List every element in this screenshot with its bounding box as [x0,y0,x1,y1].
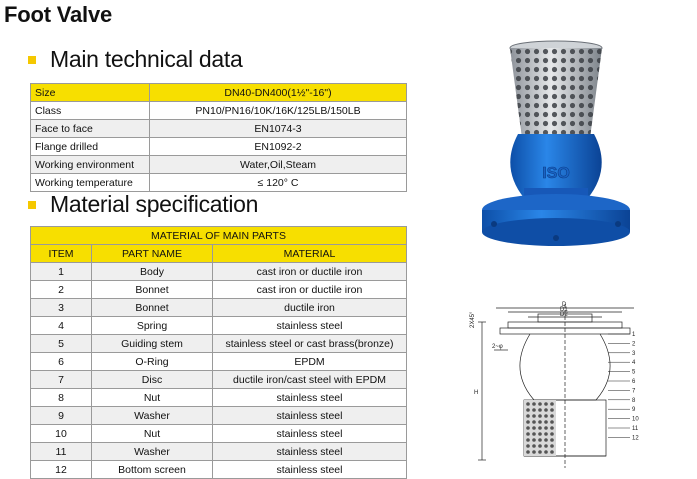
part-name-cell: Body [92,263,213,281]
svg-text:ISO: ISO [542,165,570,182]
part-name-cell: Nut [92,389,213,407]
callout-label: 3 [632,350,636,357]
table-row [31,263,407,281]
table-row [31,156,407,174]
spec-value: EN1092-2 [150,138,407,156]
part-callouts [608,332,639,441]
bullet-icon [28,56,36,64]
table-row [31,102,407,120]
screen-hole [532,414,536,418]
part-name-cell: Washer [92,407,213,425]
screen-hole [526,426,530,430]
callout-label: 5 [632,369,636,376]
technical-data-table [30,83,407,192]
screen-hole [544,450,548,454]
table-row [31,317,407,335]
callout-label: 8 [632,397,636,404]
part-name-cell: Bottom screen [92,461,213,479]
screen-hole [538,438,542,442]
screen-hole [544,438,548,442]
item-cell: 3 [31,299,92,317]
sectional-drawing [468,300,678,470]
callout-label: 4 [632,360,636,367]
valve-body [482,134,630,246]
screen-hole [550,408,554,412]
screen-hole [532,408,536,412]
screen-hole [538,426,542,430]
spec-value: EN1074-3 [150,120,407,138]
item-cell: 4 [31,317,92,335]
screen-hole [526,408,530,412]
material-cell: cast iron or ductile iron [213,263,407,281]
material-cell: stainless steel [213,317,407,335]
dimension-labels [470,302,568,396]
screen-hole [538,414,542,418]
material-cell: EPDM [213,353,407,371]
item-cell: 8 [31,389,92,407]
part-name-cell: Disc [92,371,213,389]
callout-label: 11 [632,426,639,432]
screen-hole [550,402,554,406]
material-cell: stainless steel [213,443,407,461]
table-row [31,138,407,156]
material-cell: ductile iron [213,299,407,317]
table-row [31,371,407,389]
part-name-cell: Bonnet [92,281,213,299]
screen-hole [544,444,548,448]
spec-value: DN40-DN400(1½"-16") [150,84,407,102]
material-cell: stainless steel or cast brass(bronze) [213,335,407,353]
dim-holes: 2~φ [492,344,503,350]
table-row [31,407,407,425]
table-row [31,461,407,479]
material-cell: stainless steel [213,389,407,407]
part-name-cell: Guiding stem [92,335,213,353]
material-cell: stainless steel [213,461,407,479]
material-cell: stainless steel [213,407,407,425]
screen-hole [544,420,548,424]
table-row [31,84,407,102]
part-name-cell: Nut [92,425,213,443]
dim-d2: D2 [560,312,568,318]
section-title: Main technical data [50,46,243,72]
spec-key: Class [31,102,150,120]
part-name-cell: Spring [92,317,213,335]
spec-key: Face to face [31,120,150,138]
item-cell: 11 [31,443,92,461]
spec-key: Working environment [31,156,150,174]
material-cell: stainless steel [213,425,407,443]
item-cell: 7 [31,371,92,389]
screen-hole [544,426,548,430]
callout-label: 12 [632,435,639,442]
screen-hole [550,444,554,448]
table-caption: MATERIAL OF MAIN PARTS [31,227,407,245]
column-header: MATERIAL [213,245,407,263]
callout-label: 10 [632,416,639,423]
callout-label: 1 [632,332,636,338]
table-row [31,281,407,299]
spec-key: Working temperature [31,174,150,192]
part-name-cell: O-Ring [92,353,213,371]
screen-hole [550,426,554,430]
dim-d: D [562,302,567,308]
table-row [31,389,407,407]
spec-value: ≤ 120° C [150,174,407,192]
callout-label: 7 [632,388,636,395]
screen-hole [544,402,548,406]
screen-hole [532,432,536,436]
screen-hole [526,450,530,454]
material-cell: ductile iron/cast steel with EPDM [213,371,407,389]
screen-hole [550,438,554,442]
foot-valve-photo [478,38,636,252]
spec-key: Flange drilled [31,138,150,156]
spec-key: Size [31,84,150,102]
table-row [31,120,407,138]
column-header: ITEM [31,245,92,263]
screen-hole [544,408,548,412]
section-title: Material specification [50,191,259,217]
screen-hole [526,420,530,424]
screen-hole [538,450,542,454]
item-cell: 6 [31,353,92,371]
item-cell: 12 [31,461,92,479]
callout-label: 2 [632,341,636,348]
table-row [31,174,407,192]
material-cell: cast iron or ductile iron [213,281,407,299]
screen-hole [550,450,554,454]
table-row [31,335,407,353]
section-material-spec [28,191,258,218]
callout-label: 6 [632,379,636,385]
section-technical-data [28,46,242,73]
column-header: PART NAME [92,245,213,263]
screen-hole [532,450,536,454]
screen-hole [538,432,542,436]
table-header-row [31,245,407,263]
dim-chamfer: 2X45° [470,311,476,328]
page-title: Foot Valve [4,2,113,27]
table-row [31,353,407,371]
screen-hole [532,426,536,430]
callout-label: 9 [632,407,636,414]
spec-value: Water,Oil,Steam [150,156,407,174]
item-cell: 10 [31,425,92,443]
screen-hole [526,432,530,436]
screen-hole [538,420,542,424]
screen-hole [526,438,530,442]
item-cell: 1 [31,263,92,281]
screen-hole [550,414,554,418]
screen-hole [526,414,530,418]
dim-height: H [474,390,479,396]
strainer-basket [510,41,602,138]
screen-hole [550,432,554,436]
item-cell: 2 [31,281,92,299]
screen-hole [532,444,536,448]
spec-value: PN10/PN16/10K/16K/125LB/150LB [150,102,407,120]
table-caption-row [31,227,407,245]
table-row [31,425,407,443]
screen-hole [550,420,554,424]
screen-hole [544,414,548,418]
screen-hole [538,444,542,448]
screen-hole [544,432,548,436]
screen-hole [532,438,536,442]
screen-hole [538,408,542,412]
item-cell: 9 [31,407,92,425]
screen-hole [538,402,542,406]
item-cell: 5 [31,335,92,353]
screen-hole [526,402,530,406]
part-name-cell: Washer [92,443,213,461]
screen-hole [532,402,536,406]
screen-hole [526,444,530,448]
bullet-icon [28,201,36,209]
part-name-cell: Bonnet [92,299,213,317]
material-table [30,226,407,479]
table-row [31,443,407,461]
dim-d1: D1 [560,307,568,313]
screen-hole [532,420,536,424]
table-row [31,299,407,317]
